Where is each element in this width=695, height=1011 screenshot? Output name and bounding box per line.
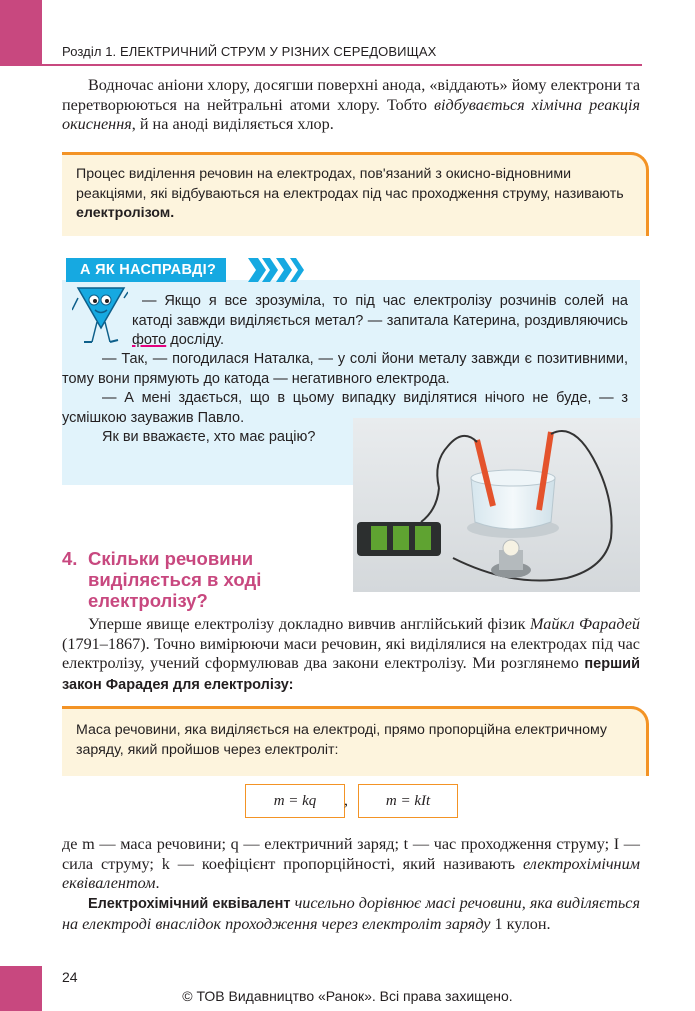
dialog-line1-end: досліду. bbox=[166, 332, 224, 348]
section-number: 4. bbox=[62, 548, 78, 569]
equivalent-term: Електрохімічний еквівалент bbox=[88, 896, 291, 912]
copyright-footer: © ТОВ Видавництво «Ранок». Всі права захищено. bbox=[182, 988, 513, 1004]
faraday-law-text: Маса речовини, яка виділяється на електроді, прямо пропорційна електричному заряду, який пройшов через електроліт: bbox=[76, 722, 607, 758]
triangle-character-icon bbox=[72, 284, 128, 346]
dialog-line-pavlo: — А мені здається, що в цьому випадку виділятися нічого не буде, — з усмішкою зауважив Павло. bbox=[62, 390, 628, 426]
legend-italic-term: електрохімічним еквівалентом bbox=[62, 854, 640, 892]
legend-end: . bbox=[155, 874, 160, 892]
chevrons-icon bbox=[248, 258, 304, 282]
equivalent-definition: чисельно дорівнює масі речовини, яка виділяється на електроді внаслідок проходження через електроліт заряду bbox=[62, 894, 641, 933]
running-head: Розділ 1. ЕЛЕКТРИЧНИЙ СТРУМ У РІЗНИХ СЕРЕДОВИЩАХ bbox=[62, 44, 437, 59]
intro-italic: відбувається хімічна реакція окиснення bbox=[62, 95, 640, 133]
definition-text: Процес виділення речовин на електродах, пов'язаний з окисно-відновними реакціями, які відбуваються на електродах під час проходження струму, називають bbox=[76, 166, 624, 202]
intro-paragraph bbox=[62, 76, 640, 135]
faraday-paragraph bbox=[62, 615, 640, 695]
faraday-text-b: (1791–1867). Точно вимірюючи маси речовин, які виділялися на електродах під час електролізу, учений сформулював два закони електролізу. Ми розглянемо bbox=[62, 634, 640, 672]
formula-m-kIt: m = kIt bbox=[358, 784, 458, 818]
dialog-line-kateryna bbox=[132, 292, 628, 351]
page-number: 24 bbox=[62, 969, 78, 985]
equivalent-end: 1 кулон. bbox=[490, 914, 551, 933]
equivalent-paragraph bbox=[62, 894, 640, 934]
faraday-law-label: перший закон Фарадея для електролізу: bbox=[62, 656, 640, 693]
legend-paragraph bbox=[62, 835, 640, 894]
faraday-name: Майкл Фарадей bbox=[530, 615, 640, 633]
definition-term: електролізом. bbox=[76, 205, 175, 221]
section-title-text: Скільки речовини виділяється в ході електролізу? bbox=[88, 548, 262, 611]
chapter-tab-top bbox=[0, 0, 42, 66]
dialog-line-natalka: — Так, — погодилася Наталка, — у солі йони металу завжди є позитивними, тому вони прямують до катода — негативного електрода. bbox=[62, 351, 628, 387]
dialog-question: Як ви вважаєте, хто має рацію? bbox=[102, 429, 316, 445]
definition-box-electrolysis bbox=[62, 152, 649, 236]
faraday-text-a: Уперше явище електролізу докладно вивчив англійський фізик bbox=[88, 615, 531, 633]
formula-separator: , bbox=[344, 792, 348, 809]
intro-text-b: , й на аноді виділяється хлор. bbox=[131, 115, 334, 133]
legend-text: де m — маса речовини; q — електричний заряд; t — час проходження струму; I — сила струму; k — коефіцієнт пропорційності, який називають bbox=[62, 835, 640, 873]
intro-text-a: Водночас аніони хлору, досягши поверхні анода, «віддають» йому електрони та перетворюються на нейтральні атоми хлору. Тобто bbox=[62, 76, 640, 114]
electrolysis-experiment-photo bbox=[353, 418, 640, 592]
dialog-line1-text: — Якщо я все зрозуміла, то під час електролізу розчинів солей на катоді завжди виділяється метал? — запитала Катерина, роздивляючись bbox=[132, 293, 628, 329]
sidebar-banner: А ЯК НАСПРАВДІ? bbox=[66, 258, 226, 282]
formula-m-kq: m = kq bbox=[245, 784, 345, 818]
dialog-underlined-word: фото bbox=[132, 332, 167, 348]
header-rule bbox=[42, 64, 642, 66]
definition-box-faraday-law bbox=[62, 706, 649, 776]
